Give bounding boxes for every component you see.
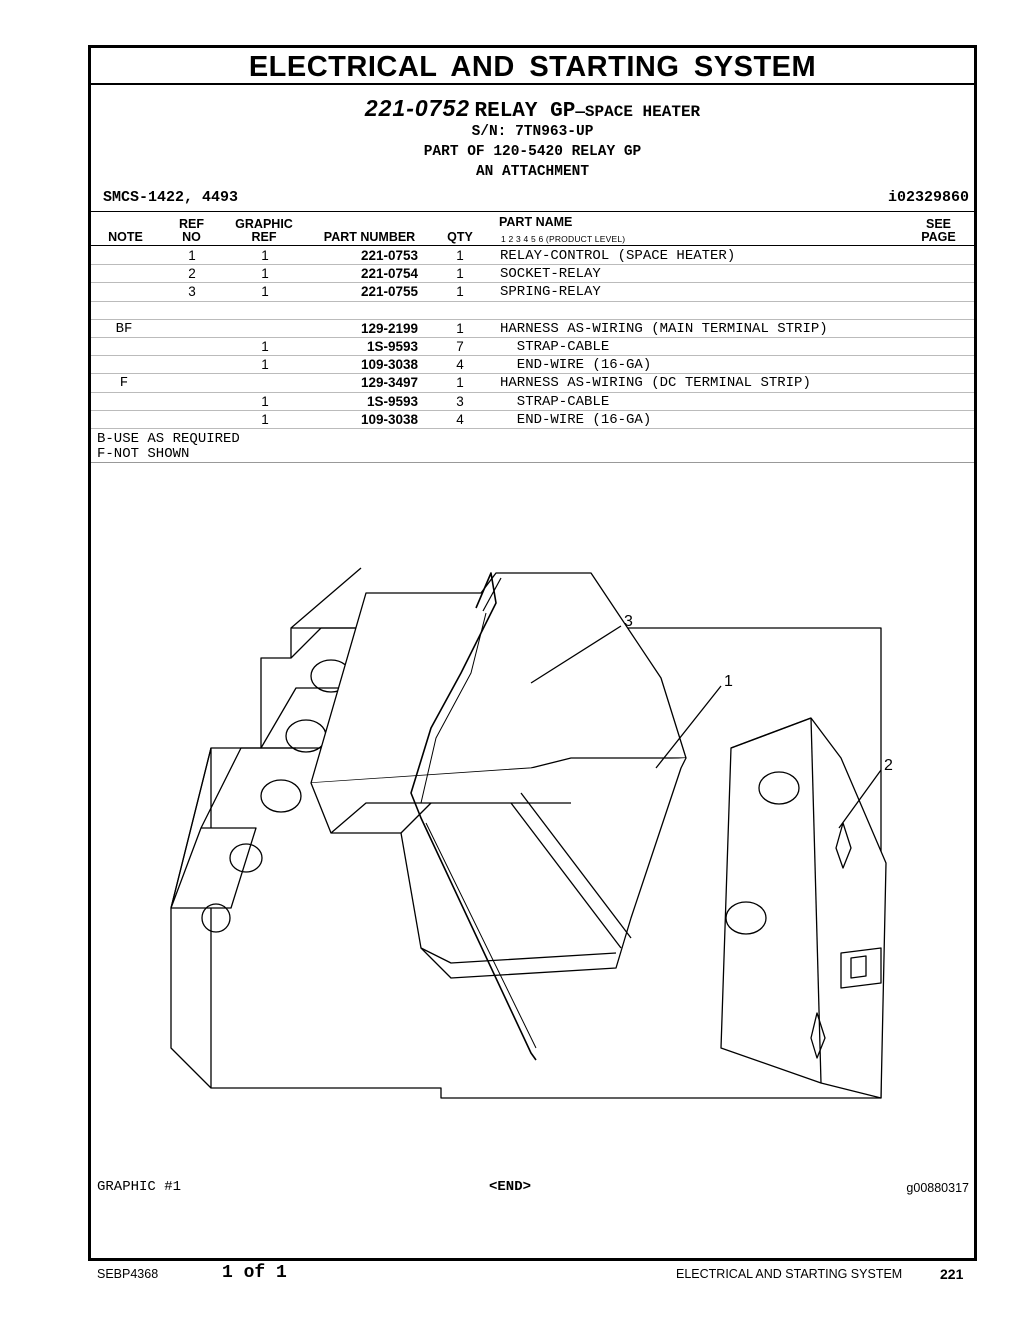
table-row — [91, 246, 974, 265]
table-row — [91, 355, 974, 374]
row-graphic-ref: 1 — [261, 248, 269, 263]
section-title: ELECTRICAL AND STARTING SYSTEM — [91, 48, 974, 85]
row-part-number: 109-3038 — [360, 411, 418, 427]
col-graphic-ref-top: GRAPHIC — [235, 217, 293, 231]
group-title — [91, 95, 974, 123]
smcs-codes: SMCS-1422, 4493 — [103, 189, 239, 206]
graphic-id: g00880317 — [906, 1181, 969, 1195]
page-number: 221 — [940, 1266, 964, 1282]
product-level-scale: 1 2 3 4 5 6 (PRODUCT LEVEL) — [501, 234, 626, 244]
row-part-name: END-WIRE (16-GA) — [500, 357, 652, 374]
row-graphic-ref: 1 — [261, 393, 269, 409]
notes-divider — [91, 462, 974, 463]
row-ref-no: 1 — [188, 248, 196, 263]
row-graphic-ref: 1 — [261, 411, 269, 427]
table-row — [91, 392, 974, 411]
row-part-name: RELAY-CONTROL (SPACE HEATER) — [500, 248, 736, 264]
attachment-line: AN ATTACHMENT — [475, 164, 590, 180]
document-id: i02329860 — [887, 189, 969, 206]
row-qty: 1 — [456, 284, 464, 300]
note-f: F-NOT SHOWN — [97, 446, 190, 462]
row-ref-no: 2 — [188, 266, 196, 282]
row-ref-no: 3 — [188, 284, 196, 300]
row-graphic-ref: 1 — [261, 284, 269, 300]
row-part-number: 1S-9593 — [366, 339, 418, 354]
col-qty: QTY — [447, 230, 473, 244]
row-note: BF — [115, 320, 133, 337]
page-of: 1 of 1 — [222, 1263, 287, 1283]
row-part-number: 109-3038 — [360, 357, 418, 373]
row-qty: 4 — [456, 411, 464, 427]
row-qty: 7 — [456, 339, 464, 354]
row-qty: 1 — [456, 266, 464, 282]
row-qty: 4 — [456, 357, 464, 373]
callout-3: 3 — [624, 613, 633, 630]
col-part-name: PART NAME — [499, 215, 573, 229]
col-note: NOTE — [108, 230, 143, 244]
group-part-number: 221-0752 — [364, 95, 471, 121]
row-graphic-ref: 1 — [261, 357, 269, 373]
row-part-number: 129-2199 — [360, 320, 418, 336]
row-part-name: HARNESS AS-WIRING (MAIN TERMINAL STRIP) — [500, 320, 828, 337]
table-row — [91, 301, 974, 320]
table-row — [91, 373, 974, 392]
end-marker: <END> — [489, 1179, 532, 1195]
page-frame — [88, 45, 977, 1261]
row-graphic-ref: 1 — [261, 266, 269, 282]
row-graphic-ref: 1 — [261, 339, 269, 354]
table-row — [91, 337, 974, 356]
table-row — [91, 264, 974, 283]
col-graphic-ref-bottom: REF — [251, 230, 277, 244]
row-part-name: SOCKET-RELAY — [500, 266, 601, 283]
row-qty: 3 — [456, 393, 464, 409]
col-ref-no-bottom: NO — [182, 230, 201, 244]
row-part-number: 221-0754 — [360, 266, 418, 282]
row-part-name: STRAP-CABLE — [500, 393, 610, 410]
col-part-number: PART NUMBER — [323, 230, 416, 244]
row-qty: 1 — [456, 248, 464, 263]
row-qty: 1 — [456, 320, 464, 336]
row-part-number: 221-0753 — [360, 248, 418, 263]
row-part-number: 129-3497 — [360, 375, 418, 391]
doc-number: SEBP4368 — [97, 1267, 159, 1281]
part-of-line: PART OF 120-5420 RELAY GP — [423, 144, 642, 160]
row-note: F — [119, 375, 129, 392]
group-name: RELAY GP — [474, 100, 576, 123]
row-part-number: 221-0755 — [360, 284, 418, 300]
col-see-page-top: SEE — [925, 217, 951, 231]
note-b: B-USE AS REQUIRED — [97, 431, 240, 447]
row-part-name: STRAP-CABLE — [500, 339, 610, 355]
table-row — [91, 319, 974, 338]
row-part-name: SPRING-RELAY — [500, 284, 601, 301]
graphic-label: GRAPHIC #1 — [97, 1179, 182, 1195]
col-see-page-bottom: PAGE — [921, 230, 956, 244]
relay-illustration — [171, 558, 891, 1158]
table-row — [91, 410, 974, 429]
row-qty: 1 — [456, 375, 464, 391]
row-part-number: 1S-9593 — [366, 393, 418, 409]
group-name-suffix: —SPACE HEATER — [575, 103, 701, 121]
callout-2: 2 — [884, 757, 893, 774]
header-divider — [91, 211, 974, 212]
table-row — [91, 282, 974, 301]
footer-section: ELECTRICAL AND STARTING SYSTEM — [676, 1267, 903, 1281]
callout-1: 1 — [724, 673, 733, 690]
col-ref-no-top: REF — [179, 217, 204, 231]
row-part-name: HARNESS AS-WIRING (DC TERMINAL STRIP) — [500, 375, 811, 392]
row-part-name: END-WIRE (16-GA) — [500, 411, 652, 428]
serial-number: S/N: 7TN963-UP — [471, 124, 594, 140]
